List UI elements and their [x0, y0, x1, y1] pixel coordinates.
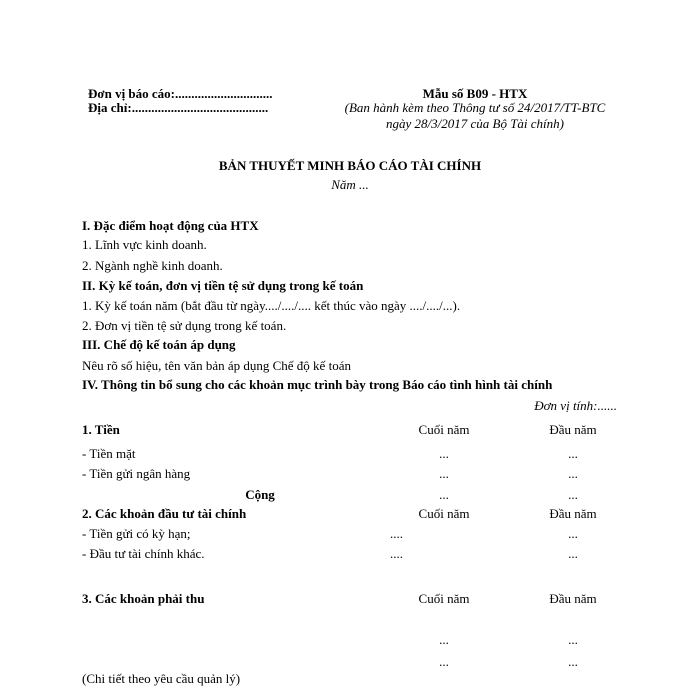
issued-line-2: ngày 28/3/2017 của Bộ Tài chính) [385, 116, 564, 131]
investments-row-end: .... [390, 546, 403, 561]
section-1-heading: I. Đặc điểm hoạt động của HTX [82, 218, 259, 233]
cash-total-label: Cộng [245, 487, 275, 502]
cash-heading: 1. Tiền [82, 422, 120, 437]
receivables-row-begin: ... [568, 654, 578, 669]
investments-row-end: .... [390, 526, 403, 541]
section-3-heading: III. Chế độ kế toán áp dụng [82, 337, 236, 352]
column-header-end: Cuối năm [418, 506, 470, 521]
column-header-end: Cuối năm [418, 591, 470, 606]
investments-row-label: - Đầu tư tài chính khác. [82, 546, 205, 561]
section-2-item: 2. Đơn vị tiền tệ sử dụng trong kế toán. [82, 318, 287, 333]
investments-heading: 2. Các khoản đầu tư tài chính [82, 506, 247, 521]
receivables-row-end: ... [439, 654, 449, 669]
section-1-item: 2. Ngành nghề kinh doanh. [82, 258, 223, 273]
address: Địa chỉ:.......................................... [88, 100, 269, 115]
column-header-end: Cuối năm [418, 422, 470, 437]
cash-row-label: - Tiền gửi ngân hàng [82, 466, 191, 481]
investments-row-begin: ... [568, 526, 578, 541]
cash-row-begin: ... [568, 466, 578, 481]
cash-total-end: ... [439, 487, 449, 502]
investments-row-begin: ... [568, 546, 578, 561]
section-1-item: 1. Lĩnh vực kinh doanh. [82, 237, 207, 252]
section-3-text: Nêu rõ số hiệu, tên văn bản áp dụng Chế độ kế toán [82, 358, 351, 373]
cash-row-end: ... [439, 446, 449, 461]
reporting-unit: Đơn vị báo cáo:.............................. [88, 86, 273, 101]
section-2-item: 1. Kỳ kế toán năm (bắt đầu từ ngày..../..../.... kết thúc vào ngày ..../..../...). [82, 298, 461, 313]
section-2-heading: II. Kỳ kế toán, đơn vị tiền tệ sử dụng trong kế toán [82, 278, 364, 293]
cash-row-begin: ... [568, 446, 578, 461]
receivables-row-begin: ... [568, 632, 578, 647]
receivables-heading: 3. Các khoản phải thu [82, 591, 205, 606]
form-number: Mẫu số B09 - HTX [422, 86, 528, 101]
cash-row-end: ... [439, 466, 449, 481]
column-header-begin: Đầu năm [549, 422, 597, 437]
column-header-begin: Đầu năm [549, 506, 597, 521]
receivables-row-end: ... [439, 632, 449, 647]
cash-row-label: - Tiền mặt [82, 446, 136, 461]
column-header-begin: Đầu năm [549, 591, 597, 606]
report-year: Năm ... [331, 177, 369, 192]
receivables-note: (Chi tiết theo yêu cầu quản lý) [82, 671, 241, 686]
unit-label: Đơn vị tính:...... [534, 398, 617, 413]
page-title: BẢN THUYẾT MINH BÁO CÁO TÀI CHÍNH [218, 158, 482, 173]
cash-total-begin: ... [568, 487, 578, 502]
investments-row-label: - Tiền gửi có kỳ hạn; [82, 526, 191, 541]
section-4-heading: IV. Thông tin bổ sung cho các khoản mục trình bày trong Báo cáo tình hình tài chính [82, 377, 553, 392]
issued-line-1: (Ban hành kèm theo Thông tư số 24/2017/TT-BTC [344, 100, 606, 115]
